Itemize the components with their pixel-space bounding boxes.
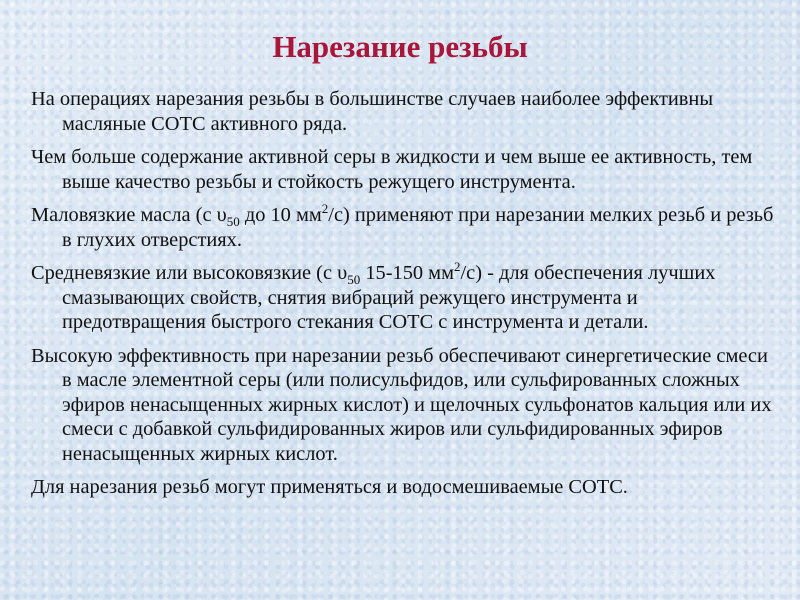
paragraph-3-part-1: Маловязкие масла (с υ	[31, 204, 227, 226]
paragraph-6: Для нарезания резьб могут применяться и водосмешиваемые СОТС.	[31, 476, 628, 498]
viscosity-subscript: 50	[226, 214, 240, 230]
paragraph-3-part-3: /с) применяют при нарезании мелких резьб и резьб в глухих отверстиях.	[62, 204, 774, 251]
paragraph-1: На операциях нарезания резьбы в большинстве случаев наиболее эффективны масляные СОТС активного ряда.	[31, 88, 714, 135]
slide-body	[31, 87, 779, 509]
paragraph-4	[31, 261, 779, 335]
paragraph-4-part-1: Средневязкие или высоковязкие (с υ	[31, 262, 348, 284]
paragraph-3	[31, 203, 779, 252]
paragraph-4-part-2: 15-150 мм	[360, 262, 454, 284]
viscosity-subscript: 50	[347, 272, 361, 288]
paragraph-3-part-2: до 10 мм	[239, 204, 322, 226]
unit-superscript: 2	[454, 259, 461, 275]
slide-title: Нарезание резьбы	[272, 29, 528, 64]
paragraph-5: Высокую эффективность при нарезании резьб обеспечивают синергетические смеси в масле элементной серы (или полисульфидов, или сульфированных сложных эфиров ненасыщенных жирных кислот) и щелочных сульфонатов кальция или их смеси с добавкой сульфидированных жиров или сульфидированных эфиров ненасыщенных жирных кислот.	[31, 344, 772, 465]
unit-superscript: 2	[321, 201, 329, 217]
paragraph-4-part-3: /с) - для обеспечения лучших смазывающих свойств, снятия вибраций режущего инструмента и предотвращения быстрого стекания СОТС с инструмента и детали.	[62, 262, 716, 333]
paragraph-2: Чем больше содержание активной серы в жидкости и чем выше ее активность, тем выше качество резьбы и стойкость режущего инструмента.	[31, 146, 753, 193]
